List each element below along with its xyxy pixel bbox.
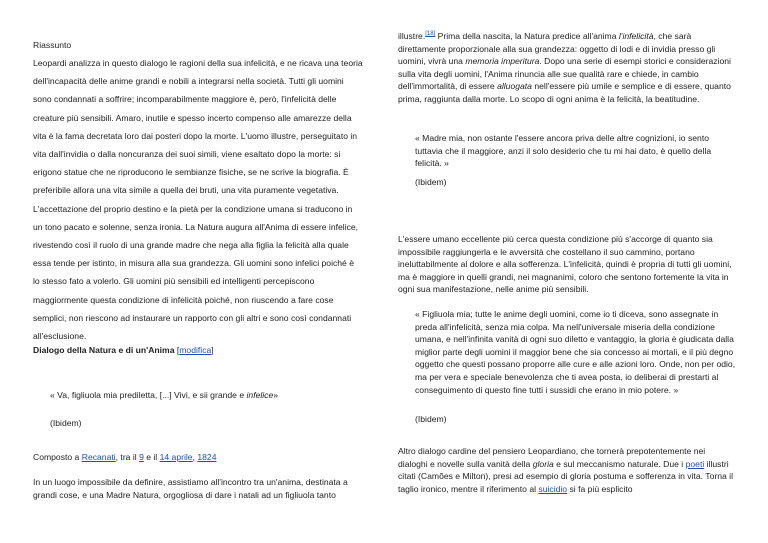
place-link[interactable]: Recanati	[81, 452, 116, 462]
ibidem-label: (Ibidem)	[50, 418, 82, 428]
quote-block-2: « Figliuola mia; tutte le anime degli uomini, come io ti diceva, sono assegnate in preda all'infelicità, senza mia colpa. Ma nell'universale miseria della condizione umana, e nell'infinita vanità di ogni suo diletto e vantaggio, la gloria è giudicata dalla miglior parte degli uomini il maggior bene che sia concesso ai mortali, e il più degno oggetto che questi possano proporre alle cure e alle azioni loro. Onde, non per odio, ma per vera e speciale benevolenza che ti avea posta, io deliberai di prestarti al conseguimento di questo fine tutti i sussidi che erano in mio potere. »	[415, 309, 736, 395]
intro-paragraph: In un luogo impossibile da definire, assistiamo all'incontro tra un'anima, destinata a grandi cose, e una Madre Natura, orgogliosa di dare i natali ad un figliuola tanto	[33, 477, 348, 500]
quote-italic: infelice	[246, 390, 274, 400]
quote-block: « Va, figliuola mia prediletta, [...] Vivi, e sii grande e infelice»	[50, 390, 279, 400]
human-condition-paragraph: L'essere umano eccellente più cerca questa condizione più s'accorge di quanto sia impossibile raggiungerla e le avversità che costellano il suo cammino, portano ineluttabilmente al dolore e alla sofferenza. L'infelicità, quindi è propria di tutti gli uomini, ma è maggiore in quelli grandi, nei magnanimi, coloro che sentono fortemente la vita in ogni sua manifestazione, nelle anime più sensibili.	[398, 234, 732, 295]
day-link[interactable]: 9	[139, 452, 144, 462]
glory-paragraph: Altro dialogo cardine del pensiero Leopardiano, che tornerà prepotentemente nei dialoghi e novelle sulla vanità della gloria e sul meccanismo naturale. Due i poeti illustri citati (Camões e Milton), presi ad esempio di gloria postuma e sofferenza in vita. Torna il taglio ironico, mentre il riferimento al suicidio si fa più esplicito	[398, 446, 733, 494]
ibidem-label-2: (Ibidem)	[415, 414, 447, 424]
prophecy-paragraph: illustre.[18] Prima della nascita, la Natura predice all'anima l'infelicità, che sarà direttamente proporzionale alla sua grandezza: oggetto di lodi e di invidia presso gli uomini, vivrà una memoria imperitura. Dopo una serie di esempi storici e considerazioni sulla vita degli uomini, l'Anima rinuncia alle sue qualità rare e chiede, in cambio dell'immortalità, di essere alluogata nell'essere più umile e semplice e di essere, quanto prima, raggiunta dalla morte. Lo scopo di ogni anima è la felicità, la beatitudine.	[398, 31, 731, 104]
summary-heading: Riassunto	[33, 40, 72, 50]
composition-line: Composto a Recanati, tra il 9 e il 14 aprile, 1824	[33, 452, 217, 462]
footnote-link[interactable]: [18]	[425, 31, 436, 38]
summary-paragraph: Leopardi analizza in questo dialogo le ragioni della sua infelicità, e ne ricava una teoria dell'incapacità delle anime grandi e nobili a integrarsi nella società. Tutti gli uomini sono condannati a soffrire; incomparabilmente maggiore è, però, l'infelicità delle creature più sensibili. Amaro, inutile e spesso incerto compenso alle amarezze della vita è la fama decretata loro dai posteri dopo la morte. L'uomo illustre, perseguitato in vita dall'invidia o dalla noncuranza dei suoi simili, viene esaltato dopo la morte: si erigono statue che ne riproducono le sembianze fisiche, se ne scrive la biografia. È preferibile allora una vita simile a quella dei bruti, una vita puramente vegetativa. L'accettazione del proprio destino e la pietà per la condizione umana si traducono in un tono pacato e solenne, senza ironia. La Natura augura all'Anima di essere infelice, rivestendo così il ruolo di una grande madre che nega alla figlia la felicità alla quale essa tende per istinto, in misura alla sua grandezza. Gli uomini sono infelici poiché è lo stesso fato a volerlo. Gli uomini più sensibili ed intelligenti percepiscono maggiormente questa condizione di infelicità poiché, non riuscendo a fare cose semplici, non riescono ad instaurare un rapporto con gli altri e sono così condannati all'esclusione.	[33, 58, 363, 342]
date-link[interactable]: 14 aprile	[159, 452, 193, 462]
dialog-title: Dialogo della Natura e di un'Anima	[33, 345, 175, 355]
quote-block-1: « Madre mia, non ostante l'essere ancora priva delle altre cognizioni, io sento tuttavia che il maggiore, anzi il solo desiderio che tu mi hai dato, è quello della felicità. »	[415, 133, 712, 169]
suicide-link[interactable]: suicidio	[538, 483, 568, 494]
ibidem-label-1: (Ibidem)	[415, 177, 447, 187]
poets-link[interactable]: poeti	[685, 458, 705, 469]
year-link[interactable]: 1824	[197, 452, 217, 462]
edit-link[interactable]: modifica	[179, 345, 212, 355]
dialog-section-title: Dialogo della Natura e di un'Anima [modifica]	[33, 345, 214, 355]
